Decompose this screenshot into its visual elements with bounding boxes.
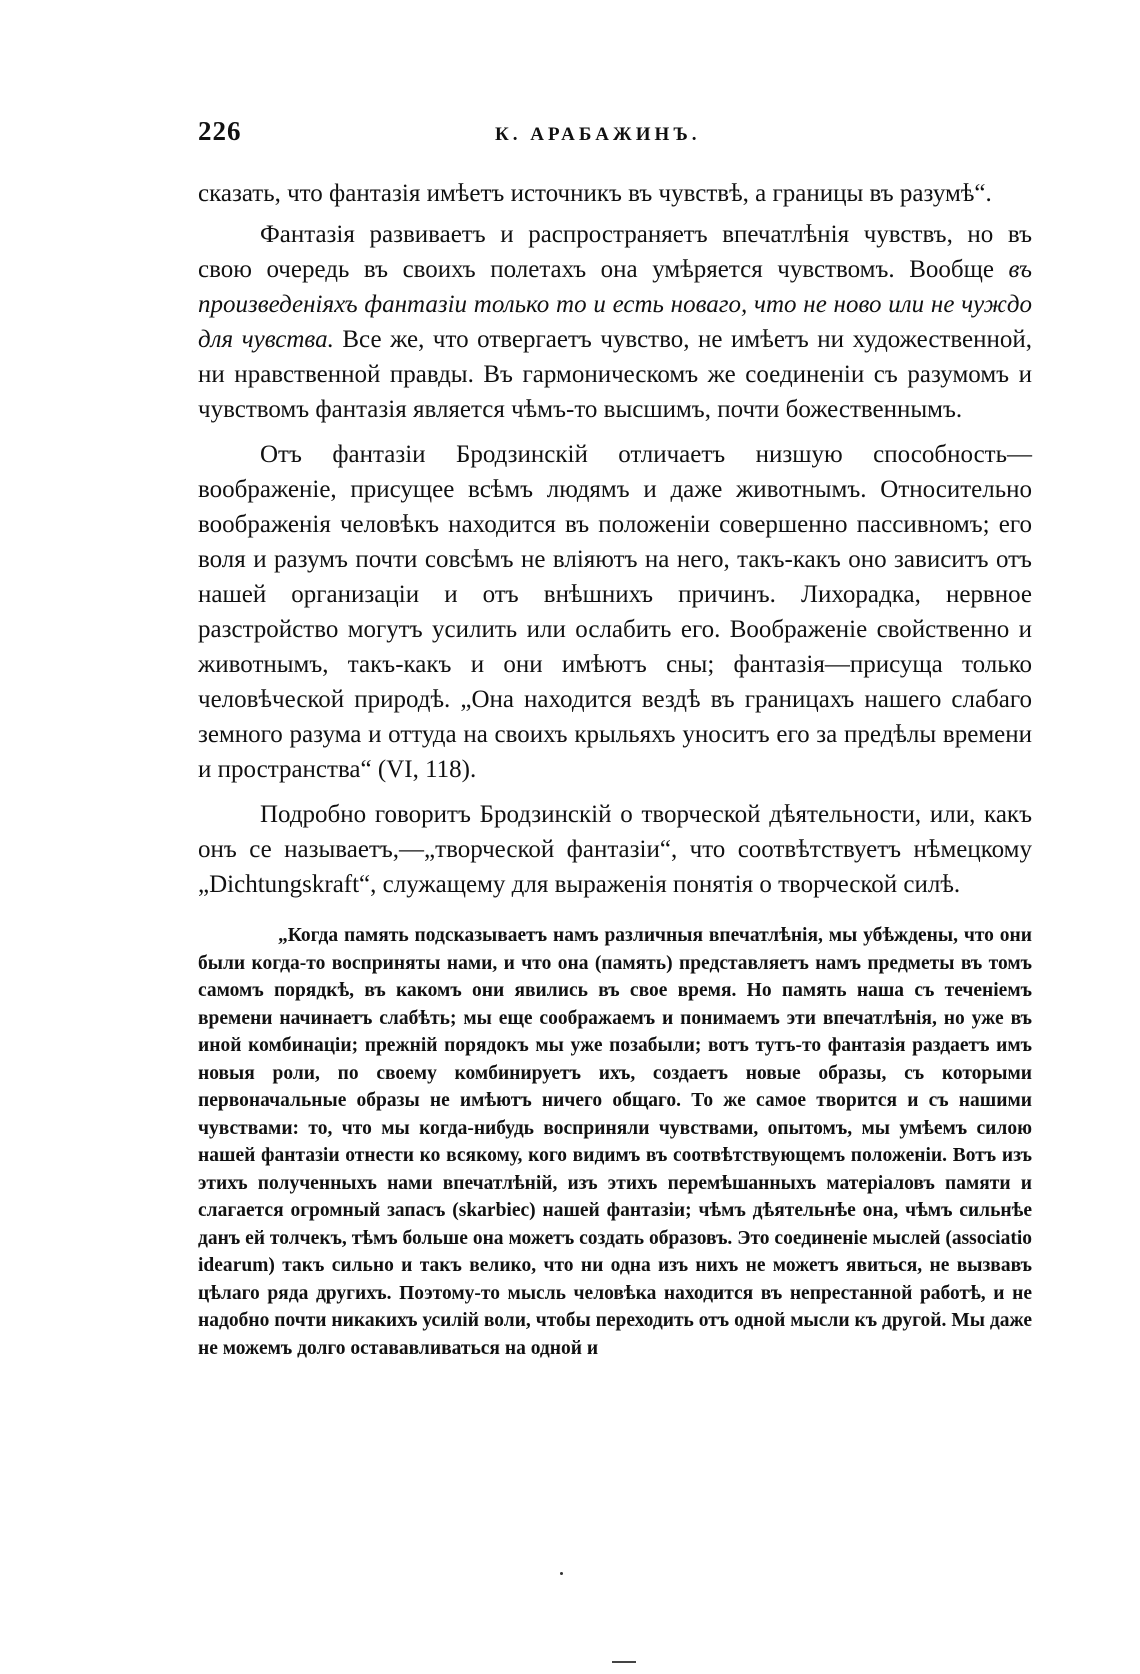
page-number: 226	[198, 116, 242, 146]
print-speck	[560, 1572, 563, 1575]
running-title: К. АРАБАЖИНЪ.	[495, 124, 701, 145]
paragraph-2-text-b: Все же, что отвергаетъ чувство, не имѣетъ ни художественной, ни нравственной правды. Въ гармоническомъ же соединеніи съ разумомъ и чувствомъ фантазія является чѣмъ-то высшимъ, почти божественнымъ.	[198, 326, 1033, 423]
paragraph-2-emphasis: въ произведеніяхъ фантазіи только то и есть новаго, что не ново или не чуждо для чувства.	[198, 256, 1032, 353]
paragraph-2-text-a: Фантазія развиваетъ и распространяетъ впечатлѣнія чувствъ, но въ свою очередь въ своихъ полетахъ она умѣряется чувствомъ. Вообще	[198, 221, 1032, 283]
paragraph-4: Подробно говоритъ Бродзинскій о творческой дѣятельности, или, какъ онъ се называетъ,—„творческой фантазіи“, что соотвѣтствуетъ нѣмецкому „Dichtungskraft“, служащему для выраженія понятія о творческой силѣ.	[198, 801, 1032, 898]
block-quote: „Когда память подсказываетъ намъ различныя впечатлѣнія, мы убѣждены, что они были когда-то восприняты нами, и что она (память) представляетъ намъ предметы въ томъ самомъ порядкѣ, въ какомъ они явились въ свое время. Но память наша съ теченіемъ времени начинаетъ слабѣть; мы еще соображаемъ и понимаемъ эти впечатлѣнія, но уже въ иной комбинаціи; прежній порядокъ мы уже позабыли; вотъ тутъ-то фантазія раздаетъ имъ новыя роли, по своему комбинируетъ ихъ, создаетъ новые образы, съ которыми первоначальные образы не имѣютъ ничего общаго. То же самое творится и съ нашими чувствами: то, что мы когда-нибудь восприняли чувствами, опытомъ, мы умѣемъ силою нашей фантазіи отнести ко всякому, кого видимъ въ соотвѣтствующемъ положеніи. Вотъ изъ этихъ полученныхъ нами впечатлѣній, изъ этихъ перемѣшанныхъ матеріаловъ памяти и слагается огромный запасъ (skarbiec) нашей фантазіи; чѣмъ дѣятельнѣе она, чѣмъ сильнѣе данъ ей толчекъ, тѣмъ больше она можетъ создать образовъ. Это соединеніе мыслей (associatio idearum) такъ сильно и такъ велико, что ни одна изъ нихъ не можетъ явиться, не вызвавъ цѣлаго ряда другихъ. Поэтому-то мысль человѣка находится въ непрестанной работѣ, и не надобно почти никакихъ усилій воли, чтобы переходить отъ одной мысли къ другой. Мы даже не можемъ долго остававливаться на одной и	[198, 925, 1032, 1359]
main-text	[198, 176, 1032, 1362]
paragraph-3: Отъ фантазіи Бродзинскій отличаетъ низшую способность—воображеніе, присущее всѣмъ людямъ и даже животнымъ. Относительно воображенія человѣкъ находится въ положеніи совершенно пассивномъ; его воля и разумъ почти совсѣмъ не вліяютъ на него, такъ-какъ оно зависитъ отъ нашей организаціи и отъ внѣшнихъ причинъ. Лихорадка, нервное разстройство могутъ усилить или ослабить его. Воображеніе свойственно и животнымъ, такъ-какъ и они имѣютъ сны; фантазія—присуща только человѣческой природѣ. „Она находится вездѣ въ границахъ нашего слабаго земного разума и оттуда на своихъ крыльяхъ уноситъ его за предѣлы времени и пространства“ (VI, 118).	[198, 441, 1032, 783]
print-mark	[612, 1661, 636, 1663]
paragraph-2	[198, 217, 1032, 427]
paragraph-1: сказать, что фантазія имѣетъ источникъ въ чувствѣ, а границы въ разумѣ“.	[198, 180, 992, 207]
